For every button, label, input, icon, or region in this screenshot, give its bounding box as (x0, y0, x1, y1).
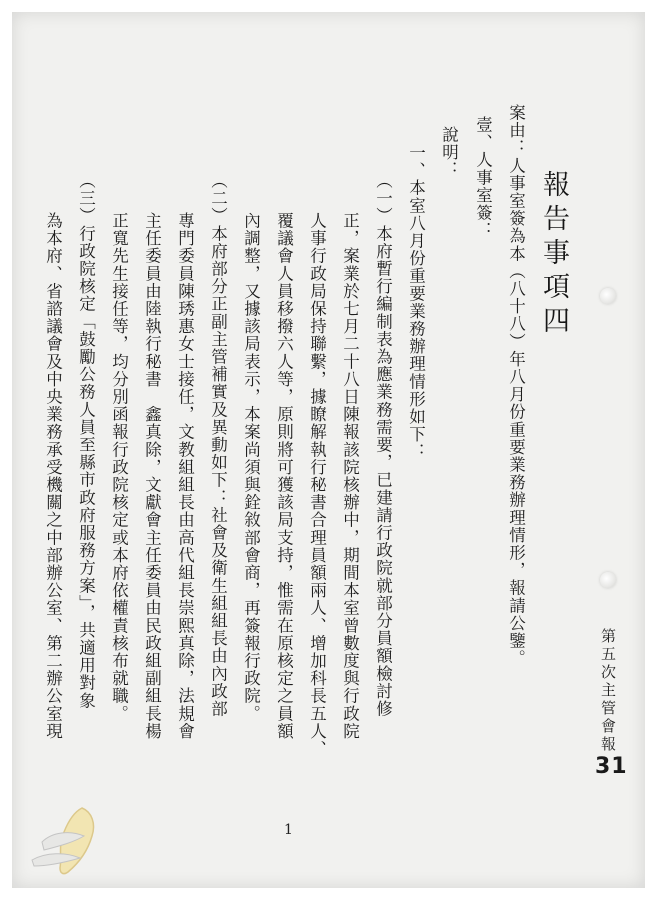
section-heading: 壹、人事室簽： (473, 116, 493, 240)
taiwan-map-logo-icon (22, 802, 122, 882)
document-title: 報告事項四 (538, 170, 569, 340)
body-line: 專門委員陳琇惠女士接任，文教組組長由高代組長崇熙真除，法規會 (175, 212, 195, 740)
body-line: 正，案業於七月二十八日陳報該院核辦中，期間本室曾數度與行政院 (340, 212, 360, 740)
document-page (12, 12, 645, 888)
body-line: （三）行政院核定「鼓勵公務人員至縣市政府服務方案」，共適用對象 (76, 172, 96, 710)
body-line: 內調整，又據該局表示，本案尚須與銓敘部會商，再簽報行政院。 (241, 212, 261, 723)
page-number-bottom: 1 (284, 822, 293, 838)
binding-hole-bottom (600, 572, 616, 588)
page-number-top: 31 (595, 754, 628, 779)
body-line: 為本府、省諮議會及中央業務承受機關之中部辦公室、第二辦公室現 (43, 212, 63, 740)
item-heading: 一、本室八月份重要業務辦理情形如下： (406, 144, 426, 461)
binding-hole-top (600, 288, 616, 304)
body-line: 主任委員由陸執行秘書 鑫真除，文獻會主任委員由民政組副組長楊 (142, 212, 162, 740)
explanation-label: 說明： (439, 126, 459, 179)
body-line: （一）本府暫行編制表為應業務需要，已建請行政院就部分員額檢討修 (373, 172, 393, 718)
body-line: 覆議會人員移撥六人等，原則將可獲該局支持，惟需在原核定之員額 (274, 212, 294, 740)
body-line: 人事行政局保持聯繫，據瞭解執行秘書合理員額兩人、增加科長五人、 (307, 212, 327, 758)
meeting-label: 第五次主管會報 (599, 628, 617, 754)
body-line: （二）本府部分正副主管補實及異動如下：社會及衛生組組長由內政部 (208, 172, 228, 718)
body-line: 正寬先生接任等，均分別函報行政院核定或本府依權責核布就職。 (109, 212, 129, 723)
subject-line: 案由：人事室簽為本（八十八）年八月份重要業務辦理情形，報請公鑒。 (506, 104, 526, 668)
